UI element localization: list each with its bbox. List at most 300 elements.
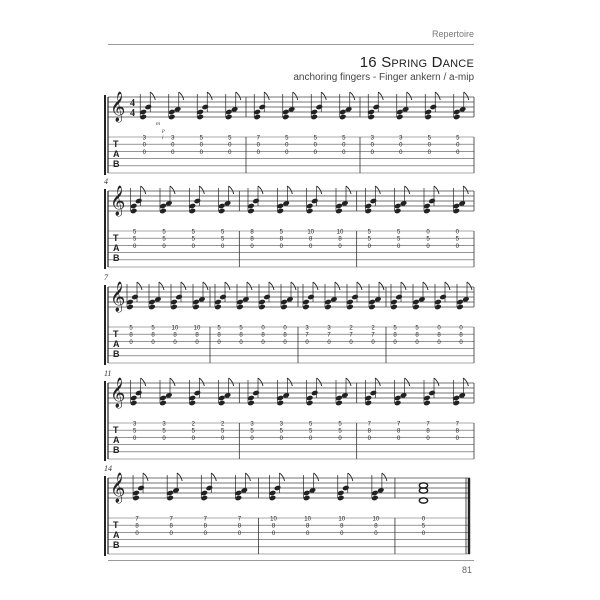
- tab-fret-number: 0: [421, 516, 426, 523]
- tab-fret-number: 5: [313, 135, 317, 142]
- treble-clef-icon: 𝄞: [110, 282, 126, 312]
- notehead: [130, 203, 138, 209]
- tab-fret-number: 5: [217, 325, 221, 332]
- note-flag: [203, 282, 208, 290]
- measure: [132, 473, 258, 554]
- notehead: [412, 304, 420, 310]
- piece-subtitle: anchoring fingers - Finger ankern / a-mip: [293, 72, 474, 83]
- tab-fret-number: 10: [304, 516, 311, 523]
- note-group: [396, 92, 412, 120]
- tab-letter: A: [113, 339, 120, 349]
- note-flag: [264, 92, 269, 100]
- tab-fret-number: 5: [421, 523, 426, 530]
- tab-fret-number: 0: [437, 325, 441, 332]
- note-group: [247, 186, 263, 214]
- piece-title-text: Spring Dance: [381, 54, 474, 71]
- note-group: [168, 92, 184, 120]
- piece-number: 16: [359, 54, 377, 71]
- tab-fret-number: 5: [132, 229, 137, 236]
- tab-letter: A: [113, 243, 120, 253]
- tab-fret-number: 5: [129, 325, 133, 332]
- tab-fret-number: 8: [173, 332, 177, 339]
- note-flag: [143, 473, 148, 481]
- measure: [126, 282, 210, 363]
- note-group: [269, 473, 285, 501]
- notehead: [201, 104, 209, 110]
- tab-fret-number: 0: [308, 435, 313, 442]
- note-flag: [382, 473, 387, 481]
- note-flag: [357, 282, 362, 290]
- tab-fret-number: 10: [171, 325, 179, 332]
- tab-fret-number: 5: [415, 325, 419, 332]
- tab-fret-number: 0: [261, 339, 265, 346]
- tab-fret-number: 0: [250, 435, 254, 442]
- notehead: [277, 400, 285, 406]
- notehead: [214, 304, 222, 310]
- measure-number: 11: [104, 369, 112, 378]
- notehead: [139, 114, 147, 120]
- fingering-mark: m: [156, 121, 160, 127]
- tab-fret-number: 0: [285, 142, 289, 149]
- tab-fret-number: 8: [169, 523, 173, 530]
- tab-fret-number: 5: [342, 135, 346, 142]
- tab-fret-number: 7: [371, 332, 375, 339]
- notehead: [269, 495, 277, 501]
- tab-fret-number: 8: [279, 236, 284, 243]
- tab-fret-number: 10: [307, 229, 315, 236]
- tab-fret-number: 0: [426, 229, 430, 236]
- note-flag: [137, 282, 142, 290]
- tab-fret-number: 0: [305, 530, 310, 537]
- tab-fret-number: 0: [220, 243, 225, 250]
- tab-fret-number: 5: [308, 421, 313, 428]
- tab-fret-number: 0: [349, 339, 353, 346]
- note-group: [453, 92, 469, 120]
- notehead: [372, 104, 380, 110]
- notehead: [302, 304, 310, 310]
- notehead: [132, 490, 140, 496]
- tab-fret-number: 0: [393, 339, 397, 346]
- notehead: [139, 109, 147, 115]
- notehead: [166, 495, 174, 501]
- notehead: [196, 109, 204, 115]
- fingering-mark: p: [162, 128, 165, 134]
- note-flag: [245, 473, 250, 481]
- note-flag: [287, 186, 292, 194]
- tab-fret-number: 3: [399, 135, 403, 142]
- tab-fret-number: 8: [396, 428, 401, 435]
- note-flag: [346, 186, 351, 194]
- time-signature-top: 4: [130, 98, 135, 109]
- tab-fret-number: 0: [169, 530, 173, 537]
- notehead: [258, 104, 266, 110]
- note-flag: [463, 378, 468, 386]
- note-flag: [321, 92, 326, 100]
- tab-fret-number: 0: [256, 149, 260, 156]
- notehead: [396, 109, 404, 115]
- notehead: [280, 299, 288, 305]
- note-group: [365, 186, 381, 214]
- notehead: [423, 400, 431, 406]
- tab-fret-number: 0: [308, 243, 313, 250]
- measure: [253, 92, 360, 173]
- tab-fret-number: 0: [217, 339, 221, 346]
- tab-fret-number: 0: [421, 530, 426, 537]
- notehead: [424, 114, 432, 120]
- tab-fret-number: 10: [270, 516, 277, 523]
- tab-fret-number: 8: [151, 332, 155, 339]
- tab-fret-number: 3: [305, 325, 309, 332]
- tab-fret-number: 5: [338, 421, 342, 428]
- tab-letter: T: [113, 425, 119, 435]
- tab-fret-number: 8: [367, 428, 372, 435]
- tab-fret-number: 0: [142, 149, 146, 156]
- tab-fret-number: 0: [237, 530, 242, 537]
- note-flag: [269, 282, 274, 290]
- notehead: [453, 114, 461, 120]
- tab-fret-number: 0: [415, 339, 419, 346]
- note-flag: [378, 92, 383, 100]
- note-group: [148, 282, 164, 310]
- notehead: [131, 294, 139, 300]
- notehead: [263, 294, 271, 300]
- tab-fret-number: 0: [342, 149, 346, 156]
- measure: [247, 186, 356, 267]
- notehead: [346, 299, 354, 305]
- notehead: [225, 109, 233, 115]
- note-group: [258, 282, 274, 310]
- tab-letter: A: [113, 435, 120, 445]
- note-flag: [199, 378, 204, 386]
- note-flag: [375, 186, 380, 194]
- note-group: [394, 186, 410, 214]
- notehead: [130, 208, 138, 214]
- tab-fret-number: 0: [261, 325, 265, 332]
- notehead: [428, 198, 436, 204]
- note-flag: [317, 378, 322, 386]
- tab-fret-number: 0: [173, 339, 177, 346]
- notehead: [335, 395, 343, 401]
- note-group: [367, 92, 383, 120]
- tab-fret-number: 0: [279, 435, 284, 442]
- note-group: [253, 92, 269, 120]
- tab-fret-number: 0: [340, 530, 344, 537]
- note-flag: [236, 92, 241, 100]
- notehead: [194, 198, 202, 204]
- note-group: [225, 92, 241, 120]
- note-group: [218, 186, 234, 214]
- notehead: [148, 299, 156, 305]
- notehead: [148, 304, 156, 310]
- note-group: [277, 186, 293, 214]
- notehead: [219, 294, 227, 300]
- notehead: [311, 390, 319, 396]
- tab-fret-number: 2: [191, 421, 196, 428]
- system-3: [104, 273, 474, 365]
- notehead: [412, 299, 420, 305]
- tab-fret-number: 0: [313, 149, 317, 156]
- tab-fret-number: 0: [396, 243, 401, 250]
- tab-fret-number: 7: [256, 135, 260, 142]
- note-group: [132, 473, 148, 501]
- tab-fret-number: 5: [191, 236, 196, 243]
- tab-fret-number: 8: [135, 523, 139, 530]
- note-group: [170, 282, 186, 310]
- notehead: [192, 304, 200, 310]
- section-header: Repertoire: [431, 29, 474, 39]
- tab-fret-number: 5: [285, 135, 289, 142]
- note-flag: [141, 186, 146, 194]
- notehead: [236, 299, 244, 305]
- tab-fret-number: 0: [135, 530, 139, 537]
- tab-fret-number: 7: [237, 516, 242, 523]
- notehead: [247, 400, 255, 406]
- note-flag: [141, 378, 146, 386]
- note-group: [235, 473, 251, 501]
- tab-fret-number: 3: [132, 421, 137, 428]
- notehead: [218, 400, 226, 406]
- notehead: [214, 299, 222, 305]
- notehead: [424, 109, 432, 115]
- note-group: [424, 92, 440, 120]
- notehead: [144, 104, 152, 110]
- notehead: [280, 304, 288, 310]
- tab-fret-number: 0: [220, 435, 225, 442]
- tab-fret-number: 0: [283, 339, 287, 346]
- note-group: [434, 282, 450, 310]
- note-flag: [258, 186, 263, 194]
- measure: [214, 282, 298, 363]
- tab-fret-number: 0: [256, 142, 260, 149]
- notehead: [370, 390, 378, 396]
- note-group: [335, 186, 351, 214]
- tab-fret-number: 3: [142, 135, 146, 142]
- tab-fret-number: 0: [370, 142, 374, 149]
- note-flag: [435, 92, 440, 100]
- note-flag: [179, 92, 184, 100]
- tab-fret-number: 5: [456, 135, 460, 142]
- tab-fret-number: 8: [437, 332, 441, 339]
- tab-fret-number: 5: [393, 325, 397, 332]
- tab-fret-number: 0: [162, 435, 166, 442]
- note-group: [192, 282, 208, 310]
- notehead: [368, 299, 376, 305]
- notehead: [258, 304, 266, 310]
- tab-fret-number: 0: [162, 243, 166, 250]
- tab-fret-number: 8: [338, 236, 342, 243]
- notehead: [247, 203, 255, 209]
- note-flag: [401, 282, 406, 290]
- notehead: [235, 495, 243, 501]
- tab-fret-number: 5: [220, 229, 225, 236]
- tab-fret-number: 8: [129, 332, 133, 339]
- measure: [130, 186, 239, 267]
- tab-fret-number: 0: [191, 435, 196, 442]
- tab-letter: T: [113, 139, 119, 149]
- notehead: [302, 299, 310, 305]
- note-flag: [314, 473, 319, 481]
- tab-fret-number: 0: [171, 142, 175, 149]
- notehead: [365, 208, 373, 214]
- tab-fret-number: 0: [228, 142, 232, 149]
- notehead: [310, 114, 318, 120]
- note-flag: [229, 186, 234, 194]
- notehead: [253, 114, 261, 120]
- tab-fret-number: 0: [459, 325, 463, 332]
- tab-letter: T: [113, 233, 119, 243]
- notehead: [277, 208, 285, 214]
- tab-fret-number: 5: [132, 236, 137, 243]
- measure: [367, 92, 474, 173]
- tab-fret-number: 5: [191, 428, 196, 435]
- tab-fret-number: 3: [250, 421, 254, 428]
- tab-fret-number: 5: [250, 428, 254, 435]
- notehead: [135, 198, 143, 204]
- notehead: [367, 114, 375, 120]
- measure: [247, 378, 356, 459]
- notehead: [269, 490, 277, 496]
- notehead: [130, 395, 138, 401]
- note-flag: [346, 378, 351, 386]
- tab-fret-number: 2: [220, 421, 225, 428]
- note-group: [280, 282, 296, 310]
- notehead: [395, 294, 403, 300]
- tab-fret-number: 5: [427, 135, 431, 142]
- notehead: [310, 109, 318, 115]
- note-group: [368, 282, 384, 310]
- tab-fret-number: 0: [370, 149, 374, 156]
- note-flag: [464, 92, 469, 100]
- tab-letter: A: [113, 149, 120, 159]
- notehead: [168, 109, 176, 115]
- notehead: [130, 400, 138, 406]
- note-flag: [170, 378, 175, 386]
- note-group: [189, 378, 205, 406]
- tab-fret-number: 5: [191, 229, 196, 236]
- measure: [302, 282, 386, 363]
- notehead: [252, 198, 260, 204]
- notehead: [390, 299, 398, 305]
- notehead: [236, 304, 244, 310]
- tab-fret-number: 2: [349, 325, 353, 332]
- tab-fret-number: 0: [271, 530, 276, 537]
- measure: [390, 282, 474, 363]
- note-group: [282, 92, 298, 120]
- notehead: [282, 109, 290, 115]
- tab-fret-number: 0: [151, 339, 155, 346]
- notehead: [429, 104, 437, 110]
- notehead: [346, 304, 354, 310]
- notehead: [394, 203, 402, 209]
- notehead: [370, 198, 378, 204]
- tab-fret-number: 10: [336, 229, 344, 236]
- note-flag: [170, 186, 175, 194]
- tab-fret-number: 7: [426, 421, 430, 428]
- note-flag: [293, 92, 298, 100]
- tab-fret-number: 8: [340, 523, 344, 530]
- tab-fret-number: 7: [327, 332, 331, 339]
- measure: [269, 473, 395, 554]
- tab-fret-number: 8: [203, 523, 207, 530]
- tab-fret-number: 10: [338, 516, 346, 523]
- notehead: [206, 485, 214, 491]
- tab-fret-number: 8: [455, 428, 460, 435]
- note-group: [166, 473, 182, 501]
- notehead: [428, 390, 436, 396]
- note-group: [247, 378, 263, 406]
- notehead: [189, 395, 197, 401]
- tab-fret-number: 7: [305, 332, 309, 339]
- tab-fret-number: 0: [455, 229, 460, 236]
- notehead: [324, 299, 332, 305]
- note-group: [423, 186, 439, 214]
- notehead: [306, 208, 314, 214]
- note-flag: [407, 92, 412, 100]
- notehead: [365, 395, 373, 401]
- measure: [365, 378, 474, 459]
- tab-fret-number: 0: [199, 142, 203, 149]
- tab-fret-number: 5: [162, 236, 166, 243]
- notehead: [218, 203, 226, 209]
- tab-fret-number: 3: [327, 325, 331, 332]
- notehead: [159, 203, 167, 209]
- tab-fret-number: 0: [283, 325, 287, 332]
- tab-fret-number: 0: [305, 339, 309, 346]
- tab-fret-number: 8: [459, 332, 463, 339]
- note-flag: [467, 282, 472, 290]
- note-flag: [199, 186, 204, 194]
- tab-fret-number: 5: [162, 229, 166, 236]
- treble-clef-icon: 𝄞: [110, 473, 126, 503]
- note-group: [139, 92, 155, 120]
- notehead: [396, 114, 404, 120]
- note-flag: [150, 92, 155, 100]
- note-group: [159, 378, 175, 406]
- note-group: [335, 378, 351, 406]
- tab-fret-number: 3: [171, 135, 175, 142]
- tab-fret-number: 7: [455, 421, 460, 428]
- tab-fret-number: 7: [135, 516, 139, 523]
- note-group: [130, 186, 146, 214]
- tab-fret-number: 0: [250, 243, 254, 250]
- notehead: [194, 390, 202, 396]
- notehead: [159, 208, 167, 214]
- notehead: [315, 104, 323, 110]
- note-group: [453, 378, 469, 406]
- tab-fret-number: 7: [396, 421, 401, 428]
- tab-fret-number: 0: [426, 243, 430, 250]
- tab-fret-number: 0: [228, 149, 232, 156]
- tab-fret-number: 5: [151, 325, 155, 332]
- note-group: [214, 282, 230, 310]
- tab-fret-number: 7: [169, 516, 173, 523]
- tab-fret-number: 8: [305, 523, 310, 530]
- notehead: [175, 294, 183, 300]
- note-flag: [313, 282, 318, 290]
- tab-fret-number: 0: [459, 339, 463, 346]
- tab-fret-number: 5: [220, 428, 225, 435]
- notehead: [423, 208, 431, 214]
- notehead: [196, 114, 204, 120]
- notehead: [324, 304, 332, 310]
- notehead: [453, 203, 461, 209]
- note-group: [310, 92, 326, 120]
- notehead: [252, 390, 260, 396]
- tab-fret-number: 8: [250, 229, 254, 236]
- notehead: [168, 114, 176, 120]
- note-group: [339, 92, 355, 120]
- note-group: [337, 473, 353, 501]
